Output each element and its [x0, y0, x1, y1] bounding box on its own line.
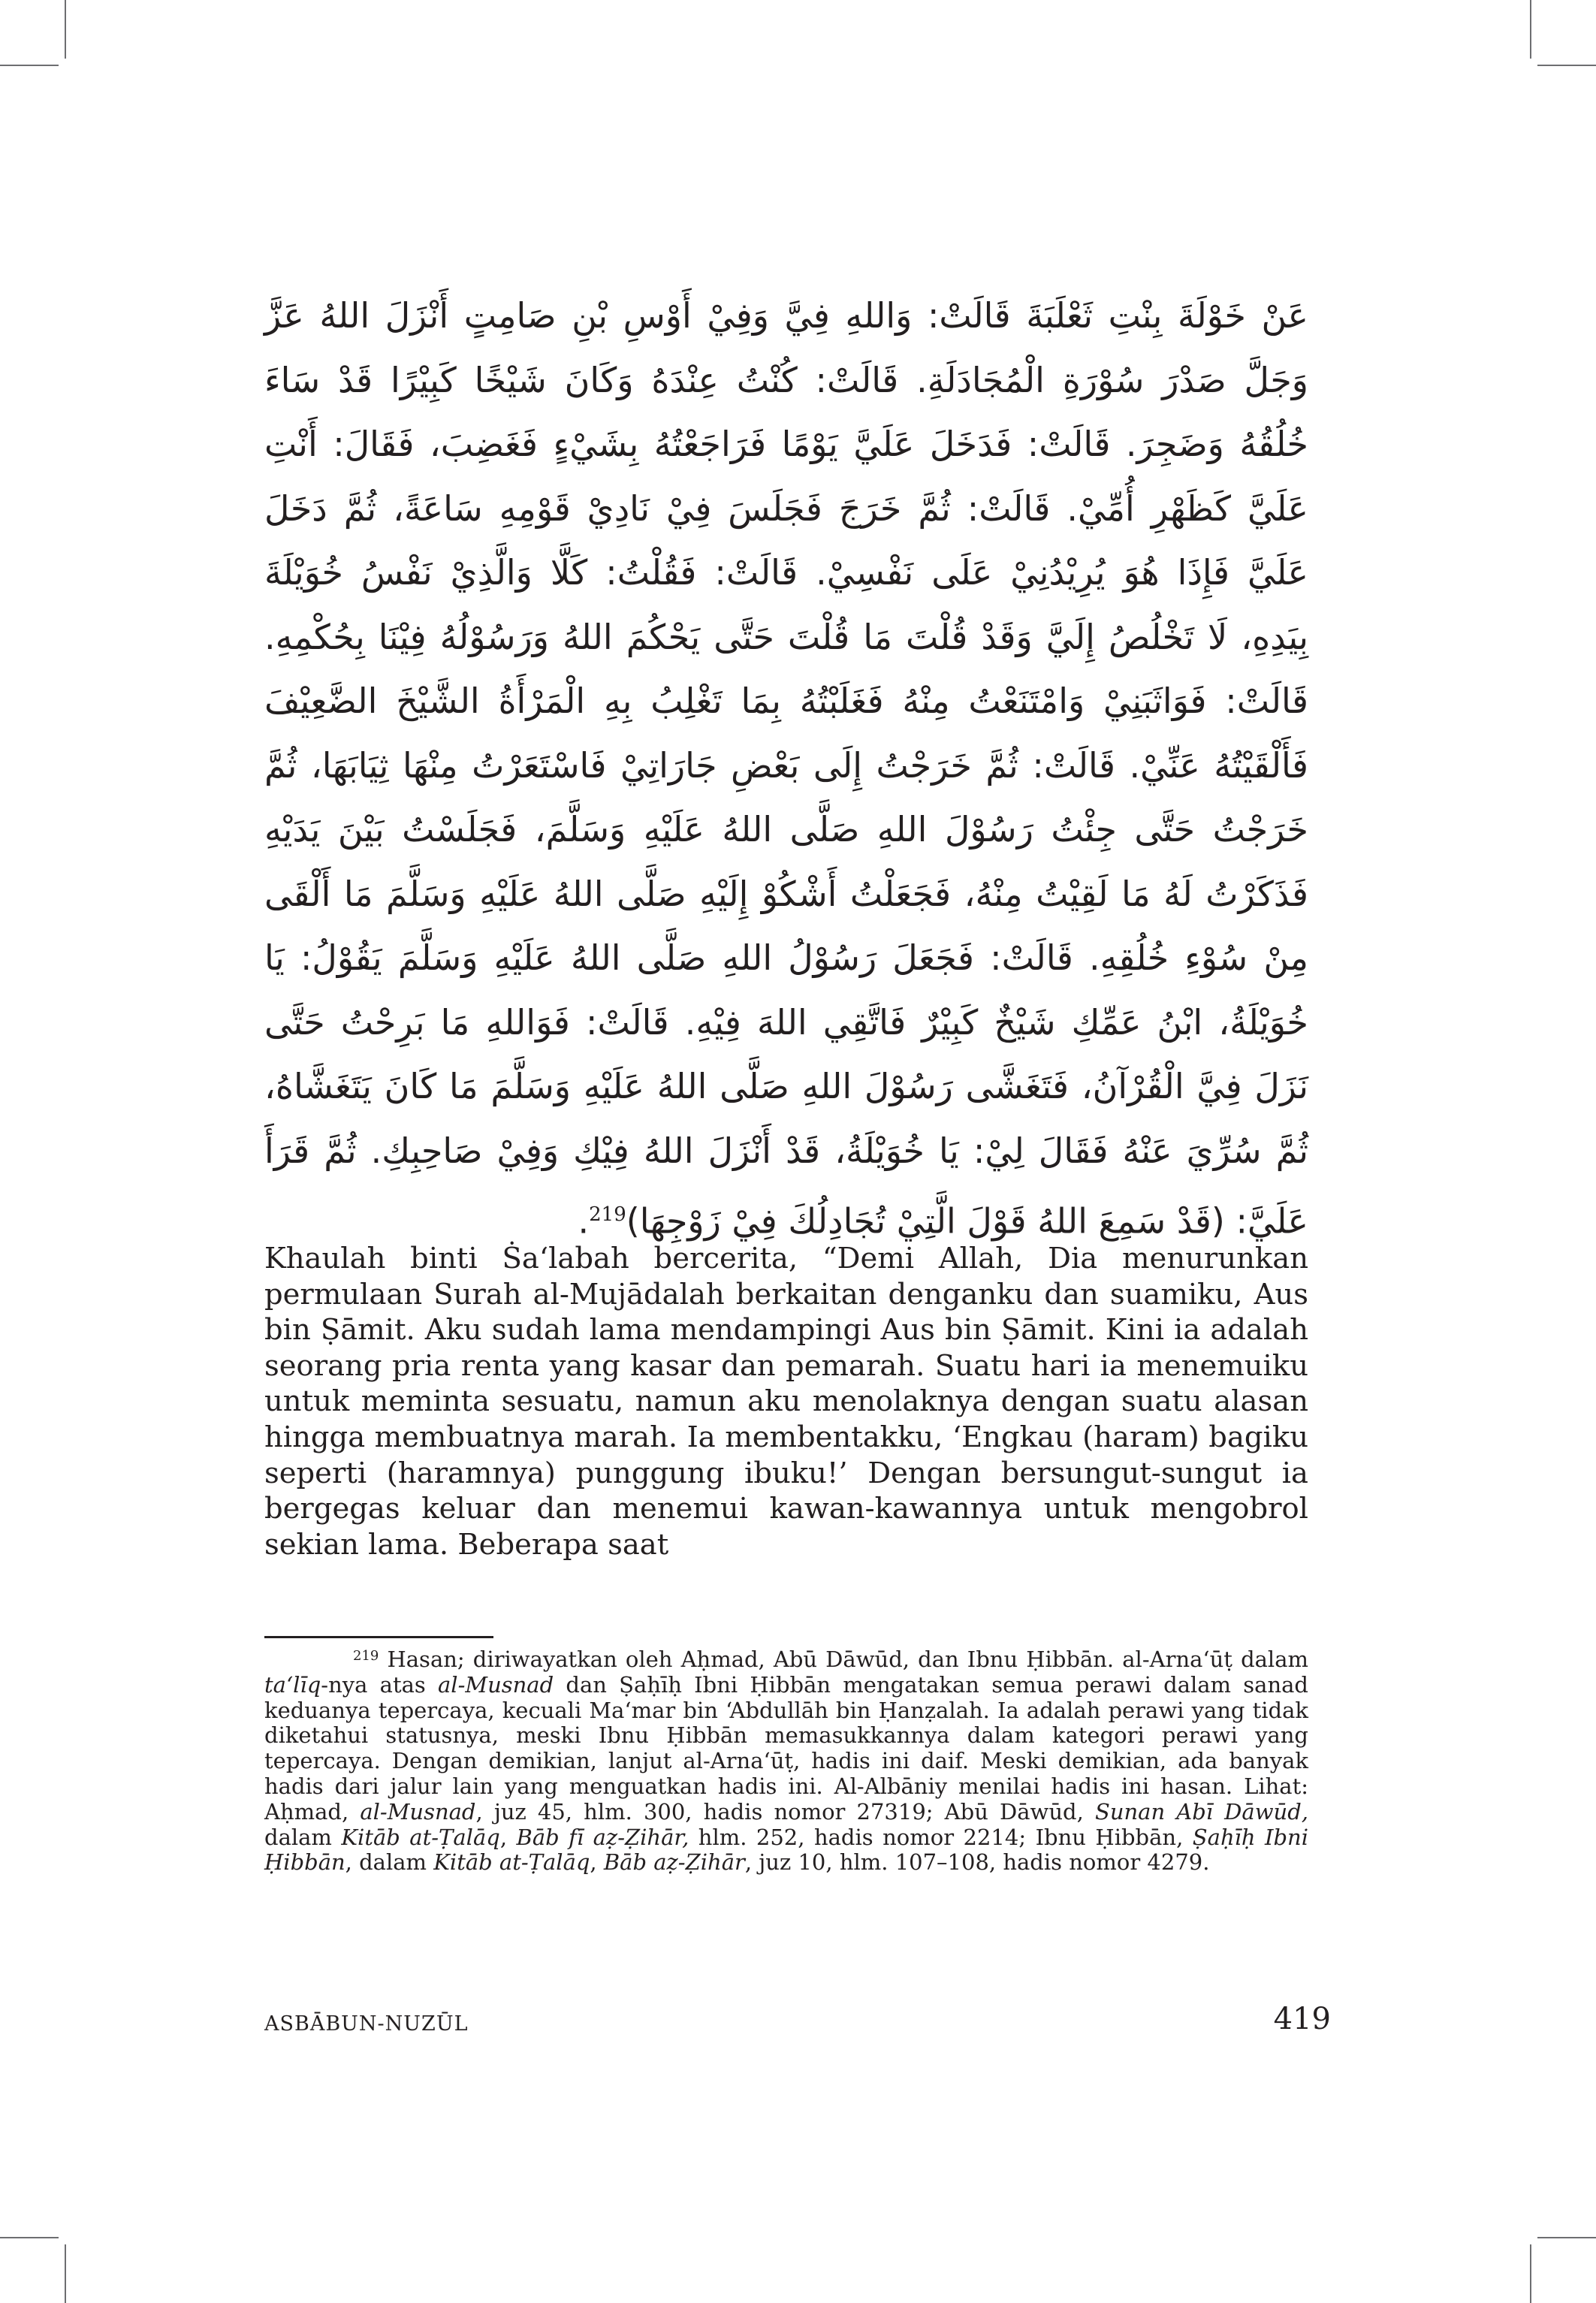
arabic-hadith-text: عَنْ خَوْلَةَ بِنْتِ ثَعْلَبَةَ قَالَتْ: وَاللهِ فِيَّ وَفِيْ أَوْسِ بْنِ صَامِتٍ أَنْزَلَ اللهُ عَزَّ وَجَلَّ صَدْرَ سُوْرَةِ الْمُجَادَلَةِ. قَالَتْ: كُنْتُ عِنْدَهُ وَكَانَ شَيْخًا كَبِيْرًا قَدْ سَاءَ خُلُقُهُ وَضَجِرَ. قَالَتْ: فَدَخَلَ عَلَيَّ يَوْمًا فَرَاجَعْتُهُ بِشَيْءٍ فَغَضِبَ، فَقَالَ: أَنْتِ عَلَيَّ كَظَهْرِ أُمِّيْ. قَالَتْ: ثُمَّ خَرَجَ فَجَلَسَ فِيْ نَادِيْ قَوْمِهِ سَاعَةً، ثُمَّ دَخَلَ عَلَيَّ فَإِذَا هُوَ يُرِيْدُنِيْ عَلَى نَفْسِيْ. قَالَتْ: فَقُلْتُ: كَلَّا وَالَّذِيْ نَفْسُ خُوَيْلَةَ بِيَدِهِ، لَا تَخْلُصُ إِلَيَّ وَقَدْ قُلْتَ مَا قُلْتَ حَتَّى يَحْكُمَ اللهُ وَرَسُوْلُهُ فِيْنَا بِحُكْمِهِ. قَالَتْ: فَوَاثَبَنِيْ وَامْتَنَعْتُ مِنْهُ فَغَلَبْتُهُ بِمَا تَغْلِبُ بِهِ الْمَرْأَةُ الشَّيْخَ الضَّعِيْفَ فَأَلْقَيْتُهُ عَنِّيْ. قَالَتْ: ثُمَّ خَرَجْتُ إِلَى بَعْضِ جَارَاتِيْ فَاسْتَعَرْتُ مِنْهَا ثِيَابَهَا، ثُمَّ خَرَجْتُ حَتَّى جِئْتُ رَسُوْلَ اللهِ صَلَّى اللهُ عَلَيْهِ وَسَلَّمَ، فَجَلَسْتُ بَيْنَ يَدَيْهِ فَذَكَرْتُ لَهُ مَا لَقِيْتُ مِنْهُ، فَجَعَلْتُ أَشْكُوْ إِلَيْهِ صَلَّى اللهُ عَلَيْهِ وَسَلَّمَ مَا أَلْقَى مِنْ سُوْءِ خُلُقِهِ. قَالَتْ: فَجَعَلَ رَسُوْلُ اللهِ صَلَّى اللهُ عَلَيْهِ وَسَلَّمَ يَقُوْلُ: يَا خُوَيْلَةُ، ابْنُ عَمِّكِ شَيْخٌ كَبِيْرٌ فَاتَّقِي اللهَ فِيْهِ. قَالَتْ: فَوَاللهِ مَا بَرِحْتُ حَتَّى نَزَلَ فِيَّ الْقُرْآنُ، فَتَغَشَّى رَسُوْلَ اللهِ صَلَّى اللهُ عَلَيْهِ وَسَلَّمَ مَا كَانَ يَتَغَشَّاهُ، ثُمَّ سُرِّيَ عَنْهُ فَقَالَ لِيْ: يَا خُوَيْلَةُ، قَدْ أَنْزَلَ اللهُ فِيْكِ وَفِيْ صَاحِبِكِ. ثُمَّ قَرَأَ عَلَيَّ: (قَدْ سَمِعَ اللهُ قَوْلَ الَّتِيْ تُجَادِلُكَ فِيْ زَوْجِهَا) [264, 295, 1308, 1242]
crop-mark-bottom-right [1530, 2244, 1531, 2303]
translation-paragraph: Khaulah binti Ṡa‘labah bercerita, “Demi Allah, Dia menurunkan permulaan Surah al-Mujādalah berkaitan denganku dan suamiku, Aus bin Ṣāmit. Aku sudah lama mendampingi Aus bin Ṣāmit. Kini ia adalah seorang pria renta yang kasar dan pemarah. Suatu hari ia menemuiku untuk meminta sesuatu, namun aku menolaknya dengan suatu alasan hingga membuatnya marah. Ia membentakku, ‘Engkau (haram) bagiku seperti (haramnya) punggung ibuku!’ Dengan bersungut-sungut ia bergegas keluar dan menemui kawan-kawannya untuk mengobrol sekian lama. Beberapa saat [264, 1242, 1308, 1562]
footnote-ref-219[interactable]: 219 [589, 1203, 626, 1226]
footnote-rule [264, 1636, 493, 1638]
footnote-italic: al-Musnad [360, 1798, 476, 1825]
footnote-italic: Kitāb at-Ṭalāq [433, 1849, 590, 1876]
crop-mark-top-right-h [1537, 65, 1596, 66]
crop-mark-bottom-right-h [1537, 2237, 1596, 2238]
footnote-italic: Bāb fī aẓ-Ẓihār, [516, 1824, 689, 1850]
crop-mark-top-right [1530, 0, 1531, 59]
crop-mark-bottom-left-h [0, 2237, 59, 2238]
footnote-text: Hasan; diriwayatkan oleh Aḥmad, Abū Dāwūd, dan Ibnu Ḥibbān. al-Arna‘ūṭ dalam [379, 1647, 1308, 1672]
footnote-text: , dalam [345, 1849, 434, 1876]
footnote-text: hlm. 252, hadis nomor 2214; Ibnu Ḥibbān, [689, 1824, 1193, 1850]
footnote-219 [264, 1647, 1308, 1876]
crop-mark-top-left [65, 0, 66, 59]
page-number: 419 [1273, 2002, 1331, 2036]
footnote-text: , juz 10, hlm. 107–108, hadis nomor 4279. [744, 1849, 1210, 1876]
footnote-number: 219 [353, 1648, 379, 1664]
crop-mark-top-left-h [0, 65, 59, 66]
footnote-italic: Sunan Abī Dāwūd, [1094, 1798, 1308, 1825]
footnote-italic: Kitāb at-Ṭalāq [341, 1824, 500, 1850]
crop-mark-bottom-left [65, 2244, 66, 2303]
arabic-hadith-passage [264, 284, 1308, 1254]
footnote-text: , [590, 1849, 604, 1876]
footnote-text: dan Ṣaḥīḥ Ibni Ḥibbān mengatakan semua perawi dalam sanad keduanya tepercaya, kecuali Ma‘mar bin ‘Abdullāh bin Ḥanẓalah. Ia adalah perawi yang tidak diketahui statusnya, meski Ibnu Ḥibbān memasukkannya dalam kategori perawi yang tepercaya. Dengan demikian, lanjut al-Arna‘ūṭ, hadis ini daif. Meski demikian, ada banyak hadis dari jalur lain yang menguatkan hadis ini. Al-Albāniy menilai hadis ini hasan. Lihat: Aḥmad, [264, 1671, 1308, 1825]
footnote-text: -nya atas [321, 1671, 439, 1698]
footnote-italic: ta‘līq [264, 1671, 321, 1698]
arabic-end-punct: . [578, 1200, 590, 1242]
footnote-text: , juz 45, hlm. 300, hadis nomor 27319; Abū Dāwūd, [475, 1798, 1095, 1825]
footnote-text: dalam [264, 1824, 342, 1850]
footnote-italic: Ṣaḥīḥ Ibni Ḥibbān [264, 1824, 1309, 1876]
footnote-italic: al-Musnad [438, 1671, 554, 1698]
footnote-italic: Bāb aẓ-Ẓihār [603, 1849, 745, 1876]
running-head: ASBĀBUN-NUZŪL [264, 2012, 469, 2036]
footnote-text: , [499, 1824, 517, 1850]
